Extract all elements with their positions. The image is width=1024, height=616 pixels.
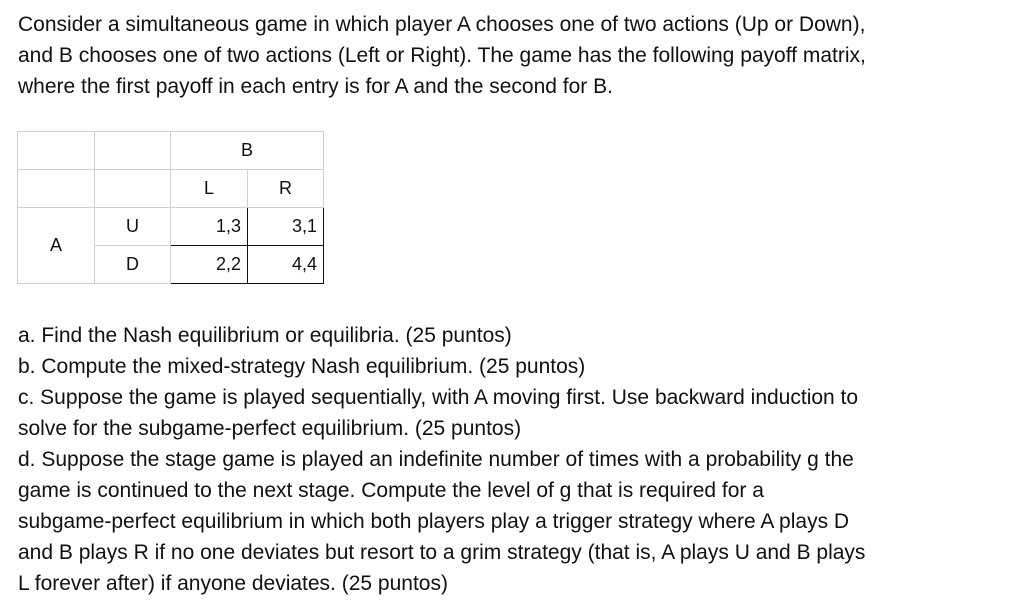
- payoff-cell-up-left: 1,3: [171, 208, 248, 246]
- column-action-right: R: [248, 170, 324, 208]
- question-c-line-1: c. Suppose the game is played sequentially, with A moving first. Use backward induction to: [18, 386, 859, 409]
- empty-cell: [95, 132, 171, 170]
- row-action-up: U: [95, 208, 171, 246]
- question-d-line-4: and B plays R if no one deviates but resort to a grim strategy (that is, A plays U and B plays: [18, 541, 866, 564]
- intro-line-1: Consider a simultaneous game in which player A chooses one of two actions (Up or Down),: [18, 13, 866, 36]
- question-d-line-1: d. Suppose the stage game is played an indefinite number of times with a probability g the: [18, 448, 854, 471]
- empty-cell: [18, 132, 95, 170]
- matrix-row-up: [18, 208, 324, 246]
- question-d-line-5: L forever after) if anyone deviates. (25 puntos): [18, 572, 448, 595]
- question-a: a. Find the Nash equilibrium or equilibria. (25 puntos): [18, 324, 512, 347]
- question-d-line-3: subgame-perfect equilibrium in which both players play a trigger strategy where A plays D: [18, 510, 850, 533]
- question-d-line-2: game is continued to the next stage. Compute the level of g that is required for a: [18, 479, 764, 502]
- row-action-down: D: [95, 246, 171, 284]
- payoff-matrix: [17, 131, 324, 284]
- problem-intro: [18, 9, 1008, 102]
- question-b: b. Compute the mixed-strategy Nash equilibrium. (25 puntos): [18, 355, 586, 378]
- payoff-cell-down-right: 4,4: [248, 246, 324, 284]
- empty-cell: [95, 170, 171, 208]
- column-action-left: L: [171, 170, 248, 208]
- row-player-label: A: [18, 208, 95, 284]
- intro-line-2: and B chooses one of two actions (Left or Right). The game has the following payoff matrix,: [18, 44, 866, 67]
- column-player-label: B: [171, 132, 324, 170]
- intro-line-3: where the first payoff in each entry is for A and the second for B.: [18, 75, 613, 98]
- matrix-header-row: [18, 132, 324, 170]
- payoff-cell-up-right: 3,1: [248, 208, 324, 246]
- questions-list: [18, 320, 1008, 599]
- payoff-cell-down-left: 2,2: [171, 246, 248, 284]
- question-c-line-2: solve for the subgame-perfect equilibrium. (25 puntos): [18, 417, 522, 440]
- empty-cell: [18, 170, 95, 208]
- matrix-actions-row: [18, 170, 324, 208]
